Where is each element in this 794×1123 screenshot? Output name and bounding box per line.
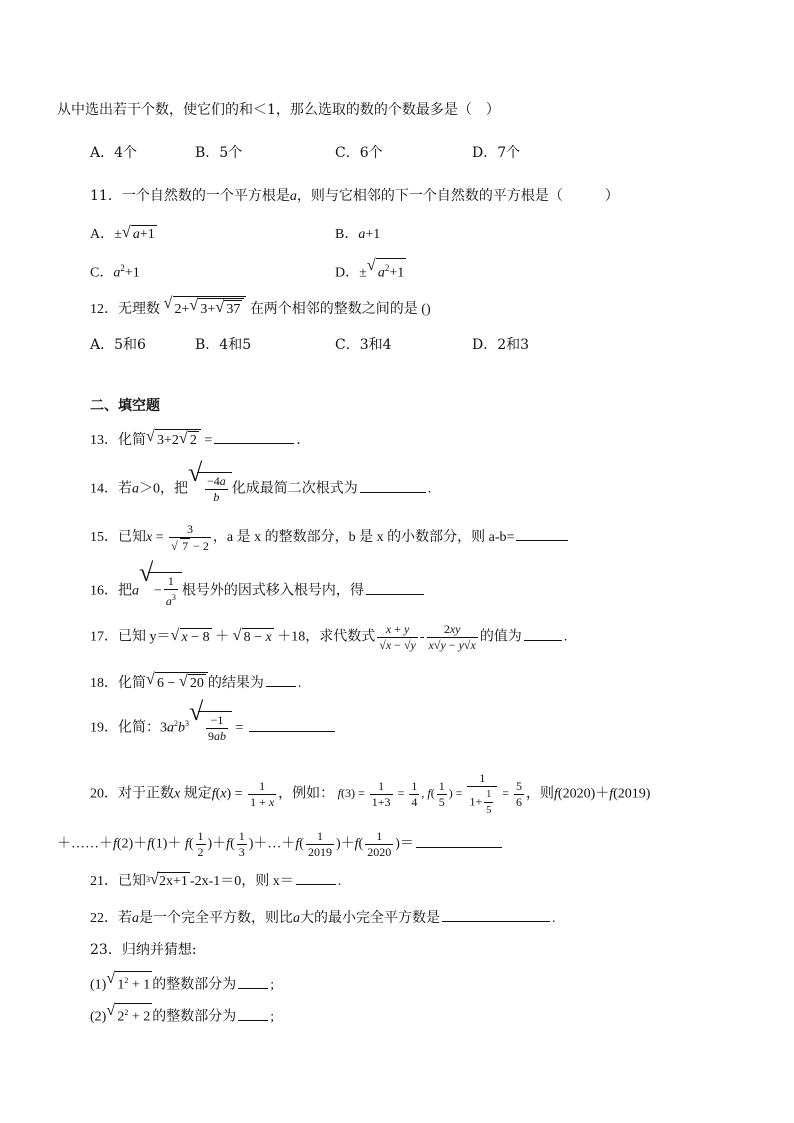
q19: 19．化简：$3a^2b^3$ √ $\frac{-1}{9ab}$ = <box>90 711 337 744</box>
q10-option-c: C．6个 <box>335 145 383 161</box>
answer-blank <box>516 526 568 541</box>
q17: 17．已知 y＝ √ x − 8 ＋ √ 8 − x ＋18，求代数式 $\frac{x + y}{√x - √y}$ - $\frac{2xy}{x√y - y√x}$ 的值为 . <box>90 622 568 652</box>
q20-line1: 20．对于正数x 规定f(x) = $\frac{1}{1 + x}$ ，例如： f(3) = $\frac{1}{1+3}$ = $\frac{1}{4}$ , f( $\frac{1}{5}$ ) = 1 1+ $\frac{1}{5}$ = $\frac{5}{6}$ ，则f(2020)＋f(2019) <box>90 771 651 816</box>
q11-option-a: A．± √ a+1 <box>90 224 155 242</box>
q11-option-d: D．± √ $a^2+1$ <box>335 257 405 281</box>
q11-stem: 11．一个自然数的一个平方根是a，则与它相邻的下一个自然数的平方根是（ ） <box>90 188 619 204</box>
q12-option-d: D．2和3 <box>472 337 530 353</box>
q16: 16．把a √ − $\frac{1}{a^3}$ 根号外的因式移入根号内，得 <box>90 572 426 609</box>
answer-blank <box>238 974 268 989</box>
answer-blank <box>266 672 296 687</box>
q12-stem: 12．无理数 √ 2+ √ 3+ √ 37 在两个相邻的整数之间的是 () <box>90 295 431 317</box>
q11-option-c: C．$a^2+1$ <box>90 263 140 281</box>
q10-stem: 从中选出若干个数，使它们的和＜1，那么选取的数的个数最多是（ ） <box>57 102 500 118</box>
answer-blank <box>360 478 426 493</box>
section-title: 二、填空题 <box>90 398 160 414</box>
q23-part2: (2) √ $2^2 + 2$ 的整数部分为 ; <box>90 1002 275 1025</box>
answer-blank <box>214 429 294 444</box>
q10-option-d: D．7个 <box>472 145 521 161</box>
q12-option-a: A．5和6 <box>90 337 146 353</box>
q10-option-b: B．5个 <box>195 145 243 161</box>
answer-blank <box>249 717 335 732</box>
answer-blank <box>416 833 502 848</box>
q12-option-c: C．3和4 <box>335 337 392 353</box>
answer-blank <box>524 626 562 641</box>
answer-blank <box>296 870 336 885</box>
q12-option-b: B．4和5 <box>195 337 252 353</box>
q14: 14．若a＞0，把 √ $\frac{-4a}{b}$ 化成最简二次根式为 . <box>90 458 432 504</box>
q22: 22．若a是一个完全平方数，则比a大的最小完全平方数是 . <box>90 907 556 929</box>
q21: 21．已知$^3$ √ 2x+1 -2x-1＝0，则 x＝ . <box>90 871 342 889</box>
q15: 15．已知x = 3 √ 7 − 2 ，a 是 x 的整数部分，b 是 x 的小数部分，则 a-b= <box>90 522 570 554</box>
q11-option-b: B．a+1 <box>335 227 381 242</box>
answer-blank <box>366 580 424 595</box>
q10-option-a: A．4个 <box>90 145 138 161</box>
answer-blank <box>442 907 550 922</box>
q18: 18．化简 √ 6 − √ 20 的结果为 . <box>90 671 302 691</box>
q13: 13．化简 √ 3+2 √ 2 = ． <box>90 428 311 448</box>
q20-line2: ＋……＋f(2)＋f(1)＋ f( $\frac{1}{2}$ )＋f( $\frac{1}{3}$ )＋…＋f( $\frac{1}{2019}$ )＋f( $\frac{1}{2020}$ )＝ <box>57 829 504 860</box>
q23-part1: (1) √ $1^2 + 1$ 的整数部分为 ; <box>90 970 275 993</box>
answer-blank <box>238 1006 268 1021</box>
q23-title: 23．归纳并猜想: <box>90 942 197 958</box>
